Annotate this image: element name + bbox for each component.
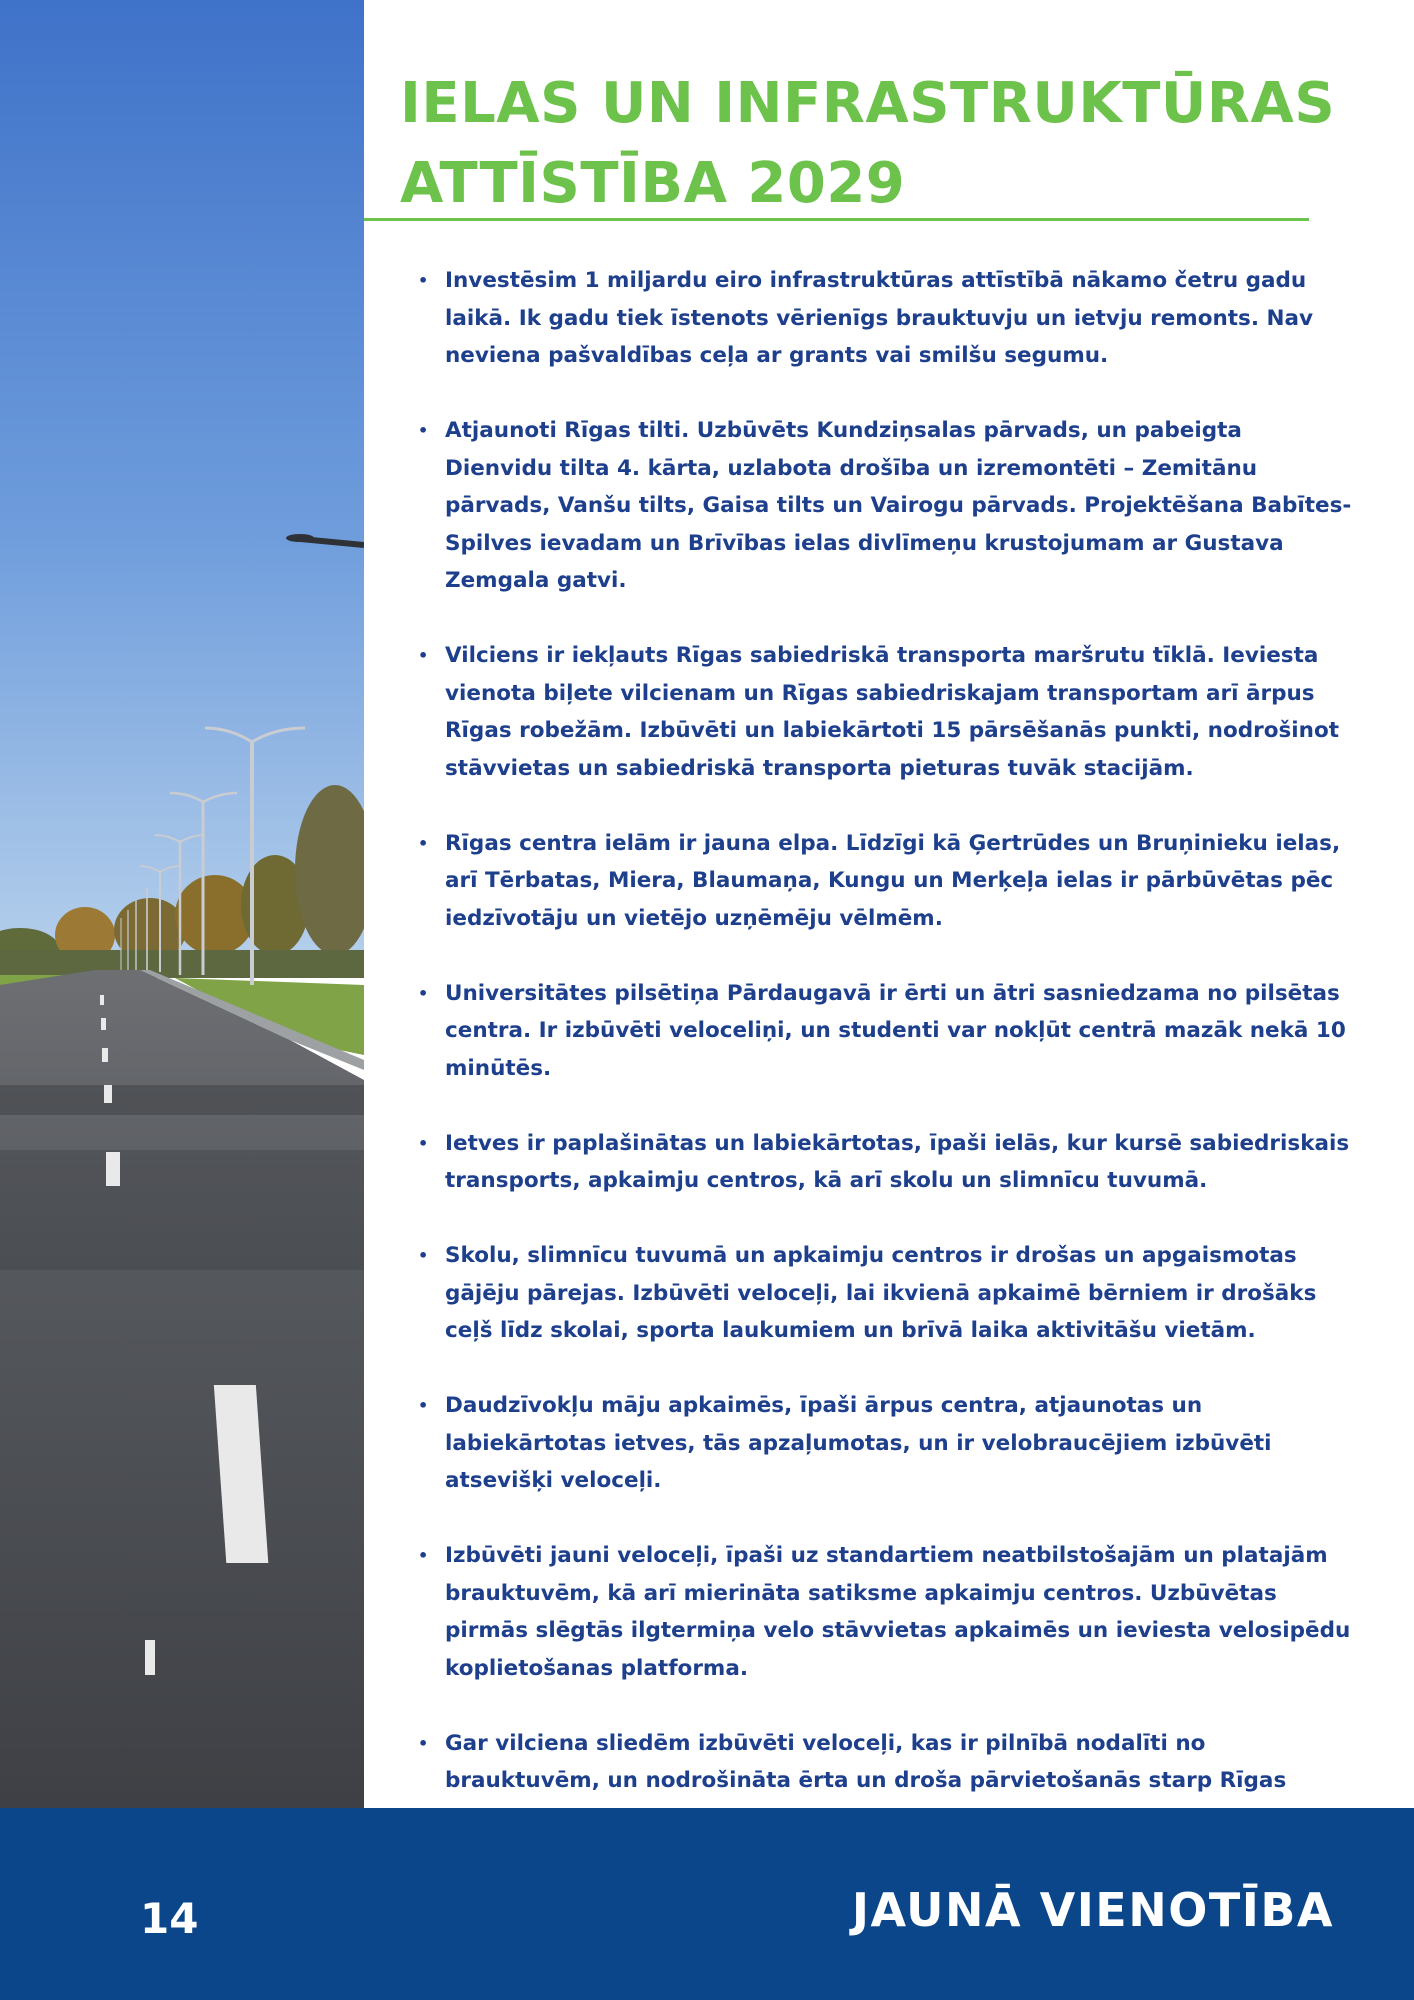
bullet-item-8: • Daudzīvokļu māju apkaimēs, īpaši ārpus centra, atjaunotas un labiekārtotas ietves, tās apzaļumotas, un ir velobraucējiem izbūvēti atsevišķi veloceļi. [418,1387,1354,1500]
bullet-list [418,262,1354,1875]
party-brand: JAUNĀ VIENOTĪBA [851,1883,1334,1937]
title-line-1: IELAS UN INFRASTRUKTŪRAS [400,71,1336,136]
page-number: 14 [140,1894,199,1943]
road-photo [0,0,364,1808]
footer-bar [0,1808,1414,2000]
bullet-item-5: • Universitātes pilsētiņa Pārdaugavā ir ērti un ātri sasniedzama no pilsētas centra. Ir izbūvēti veloceliņi, un studenti var nokļūt centrā mazāk nekā 10 minūtēs. [418,975,1354,1088]
bullet-item-4: • Rīgas centra ielām ir jauna elpa. Līdzīgi kā Ģertrūdes un Bruņinieku ielas, arī Tērbatas, Miera, Blaumaņa, Kungu un Merķeļa ielas ir pārbūvētas pēc iedzīvotāju un vietējo uzņēmēju vēlmēm. [418,825,1354,938]
bullet-item-7: • Skolu, slimnīcu tuvumā un apkaimju centros ir drošas un apgaismotas gājēju pārejas. Izbūvēti veloceļi, lai ikvienā apkaimē bērniem ir drošāks ceļš līdz skolai, sporta laukumiem un brīvā laika aktivitāšu vietām. [418,1237,1354,1350]
title-divider [364,218,1309,221]
page-title [400,64,1360,224]
road-illustration [0,0,364,1808]
bullet-item-2: • Atjaunoti Rīgas tilti. Uzbūvēts Kundziņsalas pārvads, un pabeigta Dienvidu tilta 4. kārta, uzlabota drošība un izremontēti – Zemitānu pārvads, Vanšu tilts, Gaisa tilts un Vairogu pārvads. Projektēšana Babītes-Spilves ievadam un Brīvības ielas divlīmeņu krustojumam ar Gustava Zemgala gatvi. [418,412,1354,600]
bullet-item-1: • Investēsim 1 miljardu eiro infrastruktūras attīstībā nākamo četru gadu laikā. Ik gadu tiek īstenots vērienīgs brauktuvju un ietvju remonts. Nav neviena pašvaldības ceļa ar grants vai smilšu segumu. [418,262,1354,375]
bullet-item-9: • Izbūvēti jauni veloceļi, īpaši uz standartiem neatbilstošajām un platajām brauktuvēm, kā arī mierināta satiksme apkaimju centros. Uzbūvētas pirmās slēgtās ilgtermiņa velo stāvvietas apkaimēs un ieviesta velosipēdu koplietošanas platforma. [418,1537,1354,1687]
bullet-item-6: • Ietves ir paplašinātas un labiekārtotas, īpaši ielās, kur kursē sabiedriskais transports, apkaimju centros, kā arī skolu un slimnīcu tuvumā. [418,1125,1354,1200]
bullet-item-3: • Vilciens ir iekļauts Rīgas sabiedriskā transporta maršrutu tīklā. Ieviesta vienota biļete vilcienam un Rīgas sabiedriskajam transportam arī ārpus Rīgas robežām. Izbūvēti un labiekārtoti 15 pārsēšanās punkti, nodrošinot stāvvietas un sabiedriskā transporta pieturas tuvāk stacijām. [418,637,1354,787]
bullet-item-10: • Gar vilciena sliedēm izbūvēti veloceļi, kas ir pilnībā nodalīti no brauktuvēm, un nodrošināta ērta un droša pārvietošanās starp Rīgas [418,1725,1354,1838]
title-line-2: ATTĪSTĪBA 2029 [400,151,906,216]
